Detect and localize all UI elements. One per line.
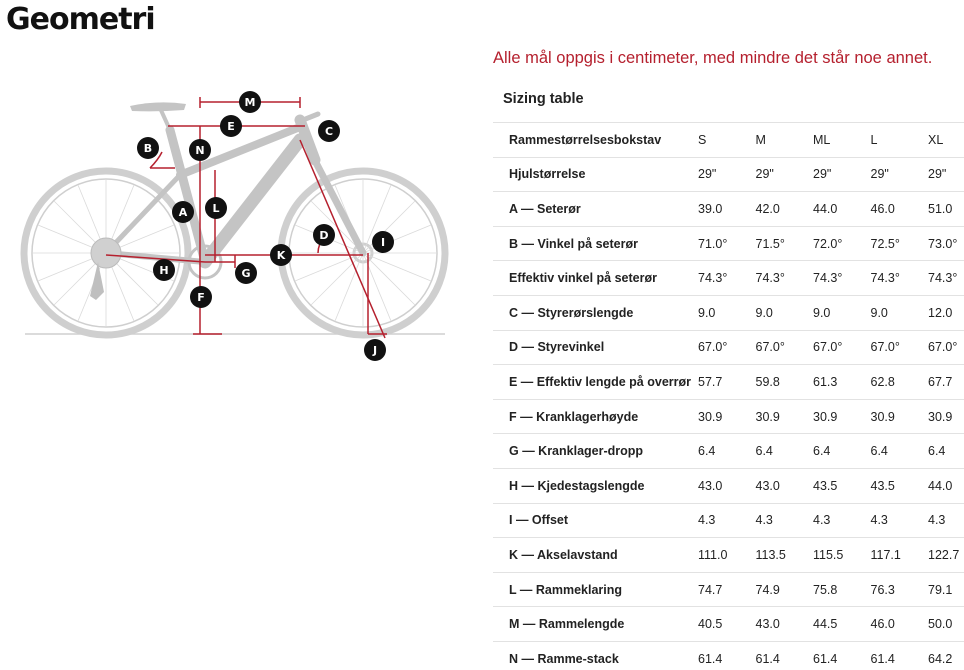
header-frame-size: Rammestørrelsesbokstav bbox=[493, 123, 698, 158]
row-value: 61.4 bbox=[871, 641, 929, 670]
row-value: 29" bbox=[928, 157, 964, 192]
sizing-table bbox=[493, 122, 964, 670]
row-label: N — Ramme-stack bbox=[493, 641, 698, 670]
page-title: Geometri bbox=[6, 2, 155, 37]
badge-f bbox=[190, 286, 212, 308]
badge-n-label: N bbox=[195, 144, 205, 157]
row-value: 67.0° bbox=[871, 330, 929, 365]
badge-c bbox=[318, 120, 340, 142]
row-value: 74.9 bbox=[756, 572, 814, 607]
row-label: I — Offset bbox=[493, 503, 698, 538]
saddle bbox=[130, 102, 186, 111]
row-value: 12.0 bbox=[928, 295, 964, 330]
row-value: 64.2 bbox=[928, 641, 964, 670]
row-value: 39.0 bbox=[698, 192, 756, 227]
row-value: 59.8 bbox=[756, 365, 814, 400]
badge-a-label: A bbox=[178, 206, 188, 219]
row-value: 9.0 bbox=[871, 295, 929, 330]
header-size-xl: XL bbox=[928, 123, 964, 158]
row-value: 113.5 bbox=[756, 538, 814, 573]
row-value: 43.0 bbox=[756, 607, 814, 642]
badge-e-label: E bbox=[227, 120, 235, 133]
row-value: 4.3 bbox=[698, 503, 756, 538]
row-value: 72.5° bbox=[871, 226, 929, 261]
row-value: 115.5 bbox=[813, 538, 871, 573]
row-value: 44.5 bbox=[813, 607, 871, 642]
row-value: 46.0 bbox=[871, 192, 929, 227]
row-value: 67.0° bbox=[756, 330, 814, 365]
row-label: Effektiv vinkel på seterør bbox=[493, 261, 698, 296]
row-value: 6.4 bbox=[698, 434, 756, 469]
badge-j bbox=[364, 339, 386, 361]
row-value: 74.7 bbox=[698, 572, 756, 607]
table-row bbox=[493, 572, 964, 607]
row-value: 76.3 bbox=[871, 572, 929, 607]
badge-m-label: M bbox=[244, 96, 256, 109]
badge-d-label: D bbox=[319, 229, 329, 242]
row-label: Hjulstørrelse bbox=[493, 157, 698, 192]
row-value: 4.3 bbox=[928, 503, 964, 538]
row-value: 71.0° bbox=[698, 226, 756, 261]
badge-n bbox=[189, 139, 211, 161]
table-caption: Sizing table bbox=[503, 91, 584, 107]
table-body bbox=[493, 157, 964, 670]
row-value: 30.9 bbox=[928, 399, 964, 434]
units-note: Alle mål oppgis i centimeter, med mindre det står noe annet. bbox=[493, 49, 933, 67]
row-value: 29" bbox=[756, 157, 814, 192]
row-value: 43.5 bbox=[813, 468, 871, 503]
row-value: 50.0 bbox=[928, 607, 964, 642]
row-value: 30.9 bbox=[871, 399, 929, 434]
row-label: C — Styrerørslengde bbox=[493, 295, 698, 330]
table-row bbox=[493, 157, 964, 192]
row-value: 44.0 bbox=[928, 468, 964, 503]
row-value: 29" bbox=[813, 157, 871, 192]
badge-m bbox=[239, 91, 261, 113]
row-value: 67.0° bbox=[928, 330, 964, 365]
badge-g bbox=[235, 262, 257, 284]
badge-e bbox=[220, 115, 242, 137]
table-row bbox=[493, 538, 964, 573]
row-value: 74.3° bbox=[871, 261, 929, 296]
badge-b bbox=[137, 137, 159, 159]
row-value: 111.0 bbox=[698, 538, 756, 573]
row-label: H — Kjedestagslengde bbox=[493, 468, 698, 503]
row-value: 74.3° bbox=[756, 261, 814, 296]
row-value: 61.4 bbox=[756, 641, 814, 670]
badge-a bbox=[172, 201, 194, 223]
row-value: 29" bbox=[871, 157, 929, 192]
badge-i bbox=[372, 231, 394, 253]
row-value: 40.5 bbox=[698, 607, 756, 642]
bike-geometry-diagram bbox=[0, 80, 460, 380]
row-value: 30.9 bbox=[698, 399, 756, 434]
row-value: 6.4 bbox=[813, 434, 871, 469]
badge-c-label: C bbox=[324, 125, 334, 138]
table-row bbox=[493, 503, 964, 538]
row-label: E — Effektiv lengde på overrør bbox=[493, 365, 698, 400]
table-row bbox=[493, 607, 964, 642]
row-value: 46.0 bbox=[871, 607, 929, 642]
row-value: 79.1 bbox=[928, 572, 964, 607]
row-value: 75.8 bbox=[813, 572, 871, 607]
row-value: 117.1 bbox=[871, 538, 929, 573]
table-row bbox=[493, 399, 964, 434]
badge-l-label: L bbox=[212, 202, 220, 215]
badge-k bbox=[270, 244, 292, 266]
row-value: 73.0° bbox=[928, 226, 964, 261]
table-row bbox=[493, 330, 964, 365]
header-size-s: S bbox=[698, 123, 756, 158]
row-value: 71.5° bbox=[756, 226, 814, 261]
row-value: 43.5 bbox=[871, 468, 929, 503]
table-header-row bbox=[493, 123, 964, 158]
row-value: 51.0 bbox=[928, 192, 964, 227]
row-label: L — Rammeklaring bbox=[493, 572, 698, 607]
row-value: 74.3° bbox=[698, 261, 756, 296]
badge-h bbox=[153, 259, 175, 281]
header-size-l: L bbox=[871, 123, 929, 158]
row-value: 9.0 bbox=[813, 295, 871, 330]
row-value: 122.7 bbox=[928, 538, 964, 573]
table-row bbox=[493, 468, 964, 503]
row-value: 67.0° bbox=[813, 330, 871, 365]
badge-k-label: K bbox=[276, 249, 286, 262]
row-label: K — Akselavstand bbox=[493, 538, 698, 573]
badge-h-label: H bbox=[159, 264, 169, 277]
row-value: 57.7 bbox=[698, 365, 756, 400]
table-row bbox=[493, 226, 964, 261]
row-label: F — Kranklagerhøyde bbox=[493, 399, 698, 434]
row-value: 72.0° bbox=[813, 226, 871, 261]
badge-f-label: F bbox=[197, 291, 205, 304]
row-value: 9.0 bbox=[698, 295, 756, 330]
row-value: 4.3 bbox=[756, 503, 814, 538]
badge-i-label: I bbox=[380, 236, 386, 249]
row-value: 67.0° bbox=[698, 330, 756, 365]
table-row bbox=[493, 641, 964, 670]
row-value: 44.0 bbox=[813, 192, 871, 227]
row-label: G — Kranklager-dropp bbox=[493, 434, 698, 469]
row-value: 62.8 bbox=[871, 365, 929, 400]
row-value: 9.0 bbox=[756, 295, 814, 330]
table-row bbox=[493, 192, 964, 227]
row-value: 42.0 bbox=[756, 192, 814, 227]
table-row bbox=[493, 295, 964, 330]
row-value: 67.7 bbox=[928, 365, 964, 400]
row-value: 61.4 bbox=[813, 641, 871, 670]
row-label: M — Rammelengde bbox=[493, 607, 698, 642]
cassette bbox=[91, 238, 121, 268]
row-value: 74.3° bbox=[813, 261, 871, 296]
row-value: 61.3 bbox=[813, 365, 871, 400]
row-label: D — Styrevinkel bbox=[493, 330, 698, 365]
badge-g-label: G bbox=[241, 267, 251, 280]
header-size-m: M bbox=[756, 123, 814, 158]
badge-d bbox=[313, 224, 335, 246]
table-row bbox=[493, 261, 964, 296]
row-value: 4.3 bbox=[871, 503, 929, 538]
row-value: 43.0 bbox=[756, 468, 814, 503]
table-row bbox=[493, 365, 964, 400]
row-value: 30.9 bbox=[813, 399, 871, 434]
badge-l bbox=[205, 197, 227, 219]
row-value: 6.4 bbox=[928, 434, 964, 469]
row-value: 74.3° bbox=[928, 261, 964, 296]
row-label: B — Vinkel på seterør bbox=[493, 226, 698, 261]
badge-j-label: J bbox=[372, 344, 378, 357]
row-value: 29" bbox=[698, 157, 756, 192]
row-label: A — Seterør bbox=[493, 192, 698, 227]
row-value: 61.4 bbox=[698, 641, 756, 670]
row-value: 30.9 bbox=[756, 399, 814, 434]
table-row bbox=[493, 434, 964, 469]
header-size-ml: ML bbox=[813, 123, 871, 158]
row-value: 4.3 bbox=[813, 503, 871, 538]
badge-b-label: B bbox=[143, 142, 153, 155]
row-value: 6.4 bbox=[871, 434, 929, 469]
row-value: 6.4 bbox=[756, 434, 814, 469]
row-value: 43.0 bbox=[698, 468, 756, 503]
